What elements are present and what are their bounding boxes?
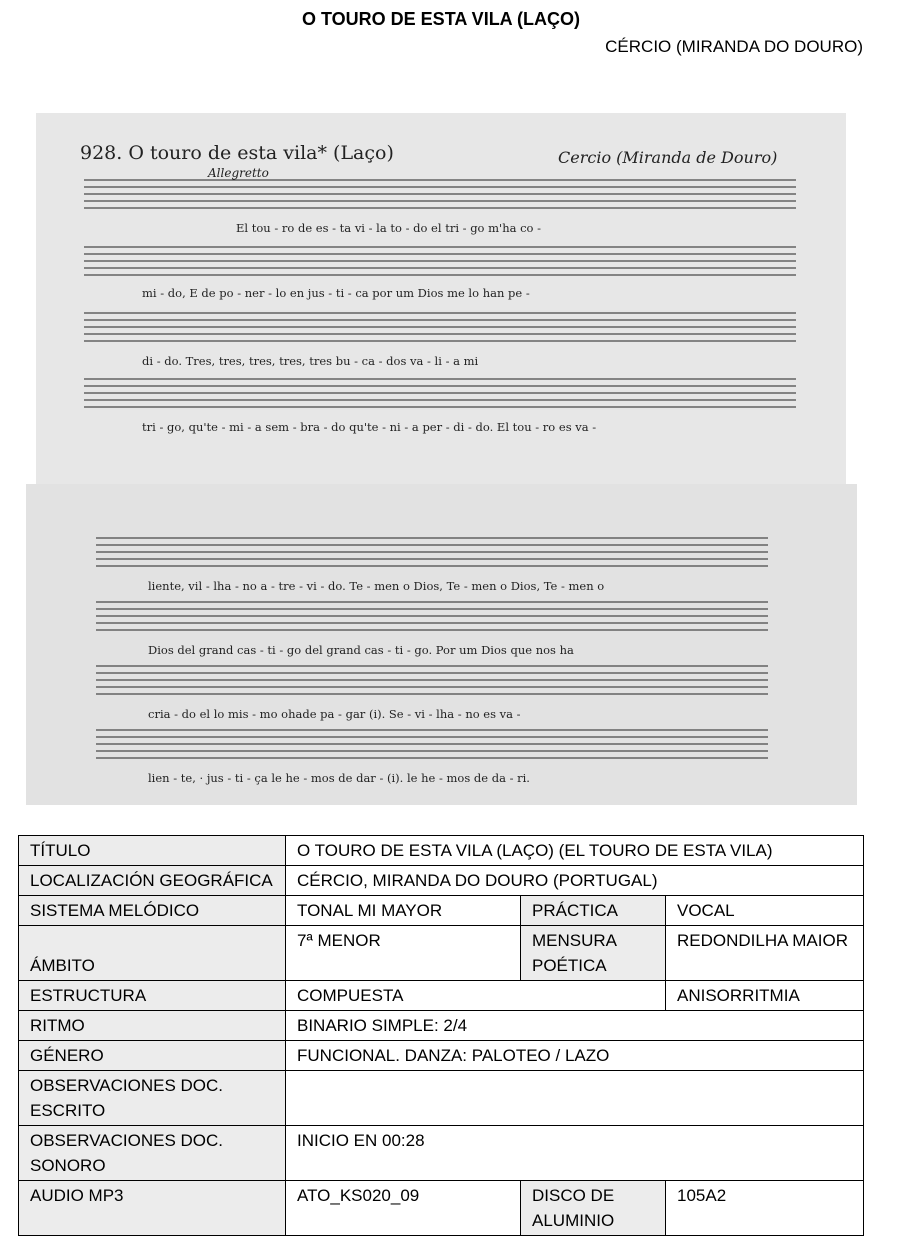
score-scan-bottom [26, 484, 857, 805]
document-title: O TOURO DE ESTA VILA (LAÇO) [302, 9, 580, 29]
lyric-line-3: di - do. Tres, tres, tres, tres, tres bu - ca - dos va - li - a mi [142, 354, 479, 368]
table-row [19, 866, 864, 896]
obs-escrito-value [286, 1071, 864, 1126]
audio-value: ATO_KS020_09 [286, 1181, 521, 1236]
lyric-line-4: tri - go, qu'te - mi - a sem - bra - do qu'te - ni - a per - di - do. El tou - ro es va - [142, 420, 597, 434]
table-row [19, 1041, 864, 1071]
disco-label: DISCO DE ALUMINIO [521, 1181, 666, 1236]
table-row [19, 1181, 864, 1236]
localizacion-value: CÉRCIO, MIRANDA DO DOURO (PORTUGAL) [286, 866, 864, 896]
mensura-label: MENSURA POÉTICA [521, 926, 666, 981]
genero-label: GÉNERO [19, 1041, 286, 1071]
score-scan-top-drawing [36, 113, 846, 484]
metadata-table [18, 835, 864, 1236]
mensura-value: REDONDILHA MAIOR [666, 926, 864, 981]
score-scan-bottom-drawing [26, 484, 857, 805]
disco-value: 105A2 [666, 1181, 864, 1236]
table-row [19, 981, 864, 1011]
titulo-value: O TOURO DE ESTA VILA (LAÇO) (EL TOURO DE ESTA VILA) [286, 836, 864, 866]
obs-sonoro-label: OBSERVACIONES DOC. SONORO [19, 1126, 286, 1181]
lyric-line-1: El tou - ro de es - ta vi - la to - do el tri - go m'ha co - [236, 221, 542, 235]
obs-escrito-label: OBSERVACIONES DOC. ESCRITO [19, 1071, 286, 1126]
obs-sonoro-value: INICIO EN 00:28 [286, 1126, 864, 1181]
score-scan-top [36, 113, 846, 484]
ritmo-value: BINARIO SIMPLE: 2/4 [286, 1011, 864, 1041]
score-origin: Cercio (Miranda de Douro) [558, 148, 778, 167]
sistema-label: SISTEMA MELÓDICO [19, 896, 286, 926]
document-location: CÉRCIO (MIRANDA DO DOURO) [605, 37, 863, 56]
genero-value: FUNCIONAL. DANZA: PALOTEO / LAZO [286, 1041, 864, 1071]
table-row [19, 1071, 864, 1126]
table-row [19, 896, 864, 926]
ambito-label: ÁMBITO [19, 926, 286, 981]
estructura-label: ESTRUCTURA [19, 981, 286, 1011]
estructura-extra: ANISORRITMIA [666, 981, 864, 1011]
sistema-value: TONAL MI MAYOR [286, 896, 521, 926]
lyric-line-8: lien - te, · jus - ti - ça le he - mos de dar - (i). le he - mos de da - ri. [148, 771, 530, 785]
titulo-label: TÍTULO [19, 836, 286, 866]
score-tempo: Allegretto [208, 166, 269, 180]
localizacion-label: LOCALIZACIÓN GEOGRÁFICA [19, 866, 286, 896]
audio-label: AUDIO MP3 [19, 1181, 286, 1236]
table-row [19, 836, 864, 866]
table-row [19, 1011, 864, 1041]
practica-value: VOCAL [666, 896, 864, 926]
lyric-line-7: cria - do el lo mis - mo ohade pa - gar (i). Se - vi - lha - no es va - [148, 707, 521, 721]
ritmo-label: RITMO [19, 1011, 286, 1041]
table-row [19, 1126, 864, 1181]
ambito-value: 7ª MENOR [286, 926, 521, 981]
table-row [19, 926, 864, 981]
score-number-title: 928. O touro de esta vila* (Laço) [80, 142, 394, 164]
lyric-line-2: mi - do, E de po - ner - lo en jus - ti - ca por um Dios me lo han pe - [142, 286, 530, 300]
estructura-value: COMPUESTA [286, 981, 666, 1011]
lyric-line-5: liente, vil - lha - no a - tre - vi - do. Te - men o Dios, Te - men o Dios, Te - men o [148, 579, 605, 593]
practica-label: PRÁCTICA [521, 896, 666, 926]
lyric-line-6: Dios del grand cas - ti - go del grand cas - ti - go. Por um Dios que nos ha [148, 643, 574, 657]
